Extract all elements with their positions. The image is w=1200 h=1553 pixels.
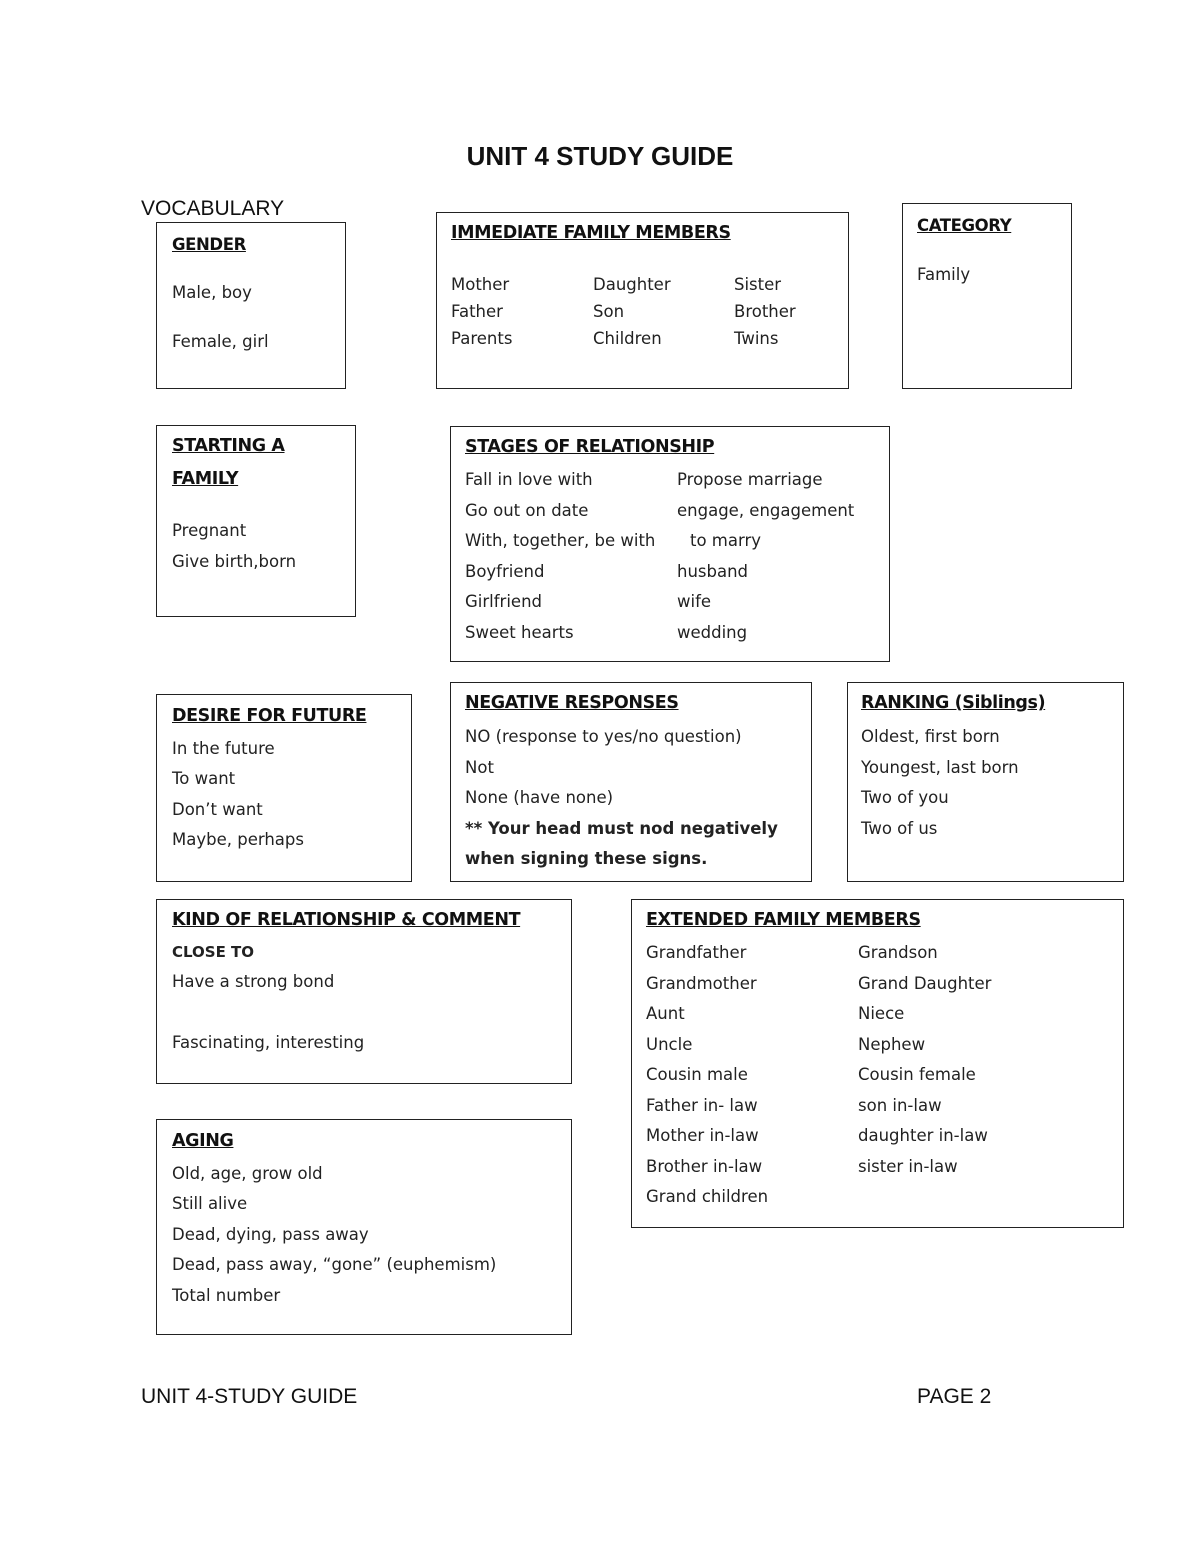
category-box xyxy=(902,203,1072,389)
footer-right: PAGE 2 xyxy=(917,1385,992,1408)
footer-left: UNIT 4-STUDY GUIDE xyxy=(141,1385,358,1408)
stages-item: to marry xyxy=(690,531,762,550)
stages-item: Sweet hearts xyxy=(465,623,574,642)
starting-family-heading: FAMILY xyxy=(172,469,239,489)
ranking-item: Two of you xyxy=(861,788,949,807)
aging-item: Still alive xyxy=(172,1194,248,1213)
kind-item: Fascinating, interesting xyxy=(172,1033,365,1052)
negative-item: None (have none) xyxy=(465,788,614,807)
immediate-family-heading: IMMEDIATE FAMILY MEMBERS xyxy=(451,223,731,243)
immediate-item: Twins xyxy=(734,329,779,348)
stages-item: Fall in love with xyxy=(465,470,593,489)
extended-item: Cousin male xyxy=(646,1065,748,1084)
section-label: VOCABULARY xyxy=(141,197,285,220)
kind-heading: KIND OF RELATIONSHIP & COMMENT xyxy=(172,910,521,930)
immediate-item: Daughter xyxy=(593,275,671,294)
extended-item: Grandson xyxy=(858,943,938,962)
gender-item: Female, girl xyxy=(172,332,269,351)
extended-family-heading: EXTENDED FAMILY MEMBERS xyxy=(646,910,921,930)
starting-family-item: Pregnant xyxy=(172,521,247,540)
stages-heading: STAGES OF RELATIONSHIP xyxy=(465,437,715,457)
desire-item: In the future xyxy=(172,739,275,758)
aging-item: Dead, dying, pass away xyxy=(172,1225,369,1244)
kind-subheading: CLOSE TO xyxy=(172,943,255,961)
aging-box xyxy=(156,1119,572,1335)
extended-item: Grandmother xyxy=(646,974,757,993)
extended-item: Niece xyxy=(858,1004,905,1023)
immediate-item: Brother xyxy=(734,302,796,321)
extended-item: Grand Daughter xyxy=(858,974,992,993)
aging-heading: AGING xyxy=(172,1131,234,1151)
ranking-item: Youngest, last born xyxy=(861,758,1019,777)
negative-note: when signing these signs. xyxy=(465,849,708,868)
gender-box xyxy=(156,222,346,389)
extended-item: Grandfather xyxy=(646,943,747,962)
desire-heading: DESIRE FOR FUTURE xyxy=(172,706,367,726)
stages-box xyxy=(450,426,890,662)
immediate-item: Mother xyxy=(451,275,510,294)
negative-box xyxy=(450,682,812,882)
extended-item: Mother in-law xyxy=(646,1126,759,1145)
extended-item: daughter in-law xyxy=(858,1126,988,1145)
immediate-item: Father xyxy=(451,302,503,321)
page-title: UNIT 4 STUDY GUIDE xyxy=(466,141,734,171)
immediate-item: Children xyxy=(593,329,662,348)
extended-item: Aunt xyxy=(646,1004,685,1023)
category-value: Family xyxy=(917,265,971,284)
stages-item: Girlfriend xyxy=(465,592,542,611)
gender-heading: GENDER xyxy=(172,235,246,254)
category-heading: CATEGORY xyxy=(917,216,1012,235)
gender-item: Male, boy xyxy=(172,283,252,302)
immediate-family-box xyxy=(436,212,849,389)
extended-item: sister in-law xyxy=(858,1157,958,1176)
stages-item: engage, engagement xyxy=(677,501,855,520)
desire-item: Maybe, perhaps xyxy=(172,830,304,849)
kind-box xyxy=(156,899,572,1084)
desire-box xyxy=(156,694,412,882)
stages-item: husband xyxy=(677,562,749,581)
ranking-heading: RANKING (Siblings) xyxy=(861,693,1046,713)
aging-item: Old, age, grow old xyxy=(172,1164,323,1183)
starting-family-item: Give birth,born xyxy=(172,552,297,571)
extended-item: Uncle xyxy=(646,1035,693,1054)
aging-item: Total number xyxy=(172,1286,281,1305)
ranking-item: Two of us xyxy=(861,819,938,838)
desire-item: To want xyxy=(172,769,236,788)
immediate-item: Sister xyxy=(734,275,782,294)
ranking-box xyxy=(847,682,1124,882)
kind-item: Have a strong bond xyxy=(172,972,335,991)
negative-heading: NEGATIVE RESPONSES xyxy=(465,693,679,713)
extended-family-box xyxy=(631,899,1124,1228)
negative-note: ** Your head must nod negatively xyxy=(465,819,778,838)
negative-item: Not xyxy=(465,758,494,777)
extended-item: Father in- law xyxy=(646,1096,758,1115)
desire-item: Don’t want xyxy=(172,800,263,819)
extended-item: Nephew xyxy=(858,1035,926,1054)
immediate-item: Son xyxy=(593,302,625,321)
starting-family-box xyxy=(156,425,356,617)
stages-item: wife xyxy=(677,592,712,611)
stages-item: Go out on date xyxy=(465,501,589,520)
aging-item: Dead, pass away, “gone” (euphemism) xyxy=(172,1255,497,1274)
negative-item: NO (response to yes/no question) xyxy=(465,727,742,746)
extended-item: son in-law xyxy=(858,1096,942,1115)
starting-family-heading: STARTING A xyxy=(172,436,285,456)
stages-item: Propose marriage xyxy=(677,470,823,489)
stages-item: wedding xyxy=(677,623,748,642)
extended-item: Brother in-law xyxy=(646,1157,763,1176)
stages-item: Boyfriend xyxy=(465,562,545,581)
immediate-item: Parents xyxy=(451,329,513,348)
extended-item: Grand children xyxy=(646,1187,769,1206)
stages-item: With, together, be with xyxy=(465,531,656,550)
extended-item: Cousin female xyxy=(858,1065,976,1084)
ranking-item: Oldest, first born xyxy=(861,727,1000,746)
